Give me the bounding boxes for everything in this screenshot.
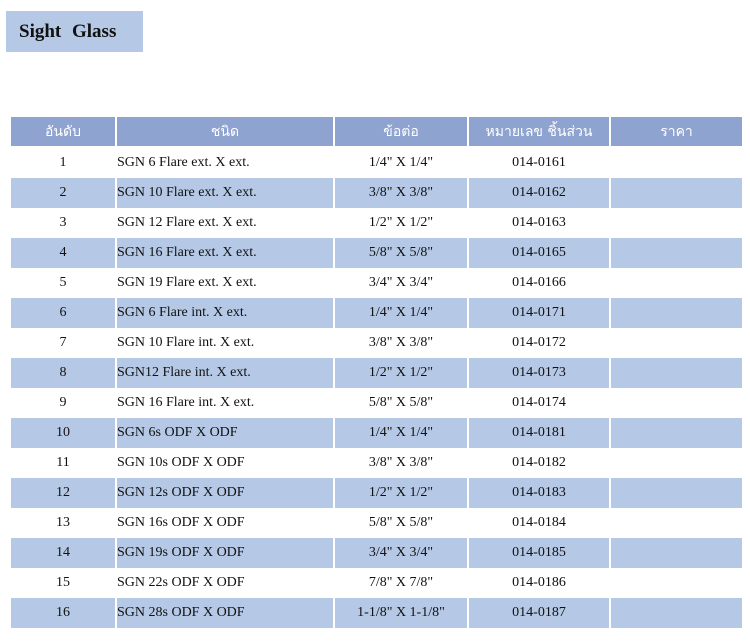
cell-type: SGN 12 Flare ext. X ext. xyxy=(117,215,257,230)
cell-rank: 8 xyxy=(11,358,115,388)
cell-fitting: 3/8" X 3/8" xyxy=(368,335,434,350)
cell-price xyxy=(611,178,742,208)
cell-type: SGN 10 Flare int. X ext. xyxy=(117,335,255,350)
cell-part-number: 014-0171 xyxy=(469,298,609,328)
cell-price xyxy=(611,568,742,598)
cell-price xyxy=(611,208,742,238)
cell-type: SGN12 Flare int. X ext. xyxy=(117,358,333,388)
table-row xyxy=(11,238,742,268)
table-row xyxy=(11,448,742,478)
cell-rank: 13 xyxy=(56,515,70,530)
cell-rank: 1 xyxy=(59,155,67,170)
cell-fitting: 1/4" X 1/4" xyxy=(335,298,467,328)
cell-fitting: 1-1/8" X 1-1/8" xyxy=(335,598,467,628)
cell-rank: 3 xyxy=(59,215,67,230)
cell-type: SGN 10 Flare ext. X ext. xyxy=(117,178,333,208)
header-price: ราคา xyxy=(611,117,742,148)
page-title: Sight Glass xyxy=(19,20,117,42)
cell-rank: 4 xyxy=(11,238,115,268)
cell-rank: 14 xyxy=(11,538,115,568)
cell-part-number: 014-0166 xyxy=(512,275,566,290)
cell-rank: 9 xyxy=(59,395,67,410)
cell-part-number: 014-0185 xyxy=(469,538,609,568)
cell-part-number: 014-0187 xyxy=(469,598,609,628)
cell-rank: 16 xyxy=(11,598,115,628)
cell-part-number: 014-0186 xyxy=(512,575,566,590)
cell-rank: 6 xyxy=(11,298,115,328)
cell-part-number: 014-0172 xyxy=(512,335,566,350)
cell-part-number: 014-0184 xyxy=(512,515,566,530)
table-row xyxy=(11,268,742,298)
table-row xyxy=(11,538,742,568)
table-row xyxy=(11,178,742,208)
table-row xyxy=(11,298,742,328)
cell-rank: 15 xyxy=(56,575,70,590)
cell-type: SGN 6 Flare int. X ext. xyxy=(117,298,333,328)
cell-fitting: 3/4" X 3/4" xyxy=(368,275,434,290)
table-row xyxy=(11,568,742,598)
cell-type: SGN 19 Flare ext. X ext. xyxy=(117,275,257,290)
cell-price xyxy=(611,598,742,628)
cell-type: SGN 16s ODF X ODF xyxy=(117,515,245,530)
cell-rank: 12 xyxy=(11,478,115,508)
cell-rank: 7 xyxy=(59,335,67,350)
header-fitting: ข้อต่อ xyxy=(335,117,467,148)
cell-part-number: 014-0165 xyxy=(469,238,609,268)
cell-price xyxy=(611,298,742,328)
cell-fitting: 3/8" X 3/8" xyxy=(368,455,434,470)
cell-part-number: 014-0163 xyxy=(512,215,566,230)
cell-price xyxy=(611,268,742,298)
cell-type: SGN 22s ODF X ODF xyxy=(117,575,245,590)
cell-fitting: 1/2" X 1/2" xyxy=(335,478,467,508)
cell-type: SGN 19s ODF X ODF xyxy=(117,538,333,568)
table-row xyxy=(11,478,742,508)
cell-part-number: 014-0183 xyxy=(469,478,609,508)
cell-fitting: 3/4" X 3/4" xyxy=(335,538,467,568)
table-row xyxy=(11,148,742,178)
cell-rank: 11 xyxy=(56,455,70,470)
table-header-row xyxy=(11,117,742,148)
cell-type: SGN 16 Flare ext. X ext. xyxy=(117,238,333,268)
cell-price xyxy=(611,388,742,418)
header-part-number: หมายเลข ชิ้นส่วน xyxy=(469,117,609,148)
cell-fitting: 1/2" X 1/2" xyxy=(368,215,434,230)
cell-part-number: 014-0174 xyxy=(512,395,566,410)
header-rank: อันดับ xyxy=(11,117,115,148)
sight-glass-table xyxy=(9,117,744,628)
cell-fitting: 5/8" X 5/8" xyxy=(368,395,434,410)
cell-price xyxy=(611,418,742,448)
cell-price xyxy=(611,148,742,178)
cell-rank: 5 xyxy=(59,275,67,290)
cell-fitting: 5/8" X 5/8" xyxy=(368,515,434,530)
cell-price xyxy=(611,508,742,538)
cell-fitting: 1/4" X 1/4" xyxy=(335,418,467,448)
cell-type: SGN 28s ODF X ODF xyxy=(117,598,333,628)
cell-part-number: 014-0173 xyxy=(469,358,609,388)
cell-part-number: 014-0181 xyxy=(469,418,609,448)
cell-part-number: 014-0182 xyxy=(512,455,566,470)
cell-rank: 2 xyxy=(11,178,115,208)
cell-price xyxy=(611,328,742,358)
cell-price xyxy=(611,448,742,478)
cell-type: SGN 6 Flare ext. X ext. xyxy=(117,155,250,170)
cell-fitting: 7/8" X 7/8" xyxy=(368,575,434,590)
cell-price xyxy=(611,238,742,268)
cell-type: SGN 16 Flare int. X ext. xyxy=(117,395,255,410)
cell-part-number: 014-0161 xyxy=(512,155,566,170)
cell-fitting: 5/8" X 5/8" xyxy=(335,238,467,268)
cell-type: SGN 6s ODF X ODF xyxy=(117,418,333,448)
table-row xyxy=(11,508,742,538)
cell-rank: 10 xyxy=(11,418,115,448)
table-body xyxy=(11,148,742,628)
cell-price xyxy=(611,538,742,568)
page-title-box xyxy=(6,11,143,52)
cell-fitting: 1/2" X 1/2" xyxy=(335,358,467,388)
cell-fitting: 1/4" X 1/4" xyxy=(368,155,434,170)
table-row xyxy=(11,208,742,238)
cell-type: SGN 10s ODF X ODF xyxy=(117,455,245,470)
table-row xyxy=(11,418,742,448)
cell-type: SGN 12s ODF X ODF xyxy=(117,478,333,508)
cell-fitting: 3/8" X 3/8" xyxy=(335,178,467,208)
header-type: ชนิด xyxy=(117,117,333,148)
table-row xyxy=(11,598,742,628)
cell-price xyxy=(611,358,742,388)
table-row xyxy=(11,328,742,358)
cell-part-number: 014-0162 xyxy=(469,178,609,208)
cell-price xyxy=(611,478,742,508)
table-row xyxy=(11,358,742,388)
table-row xyxy=(11,388,742,418)
